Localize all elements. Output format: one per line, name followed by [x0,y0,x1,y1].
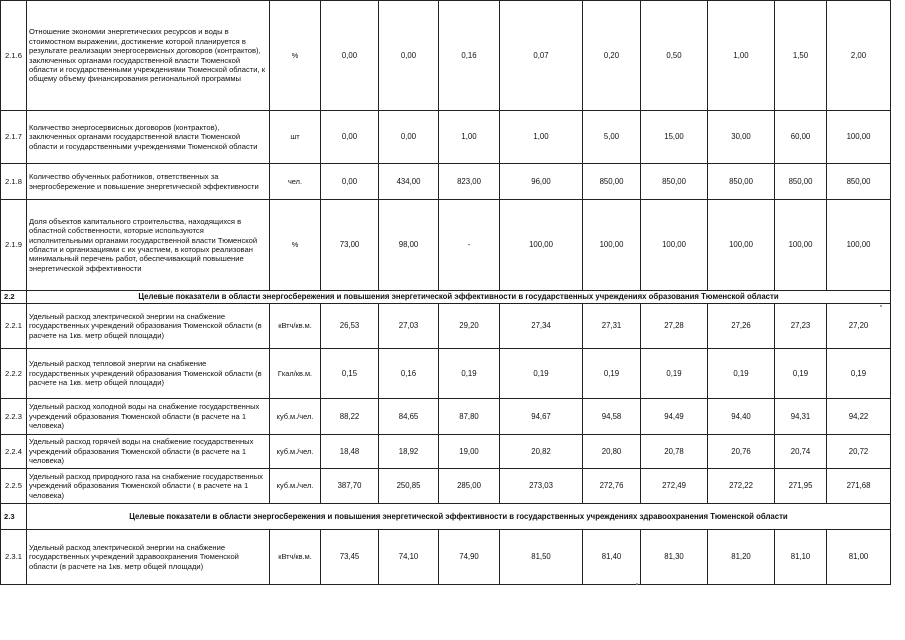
value-cell: 850,00 [708,164,775,200]
value-cell: 850,00 [775,164,827,200]
section-row [1,504,891,530]
value-cell: 18,92 [379,435,439,469]
indicator-name: Удельный расход холодной воды на снабжение государственных учреждений образования Тюменской области (в расчете на 1 человека) [27,399,270,435]
table-row [1,399,891,435]
value-cell: 73,00 [321,200,379,291]
value-cell: 29,20 [439,304,500,349]
value-cell: 94,22 [827,399,891,435]
value-cell: 1,00 [500,111,583,164]
value-cell: 100,00 [775,200,827,291]
indicator-name: Удельный расход горячей воды на снабжение государственных учреждений образования Тюменской области (в расчете на 1 человека) [27,435,270,469]
row-number: 2.2.5 [1,469,27,504]
value-cell: 100,00 [827,200,891,291]
value-cell: 850,00 [583,164,641,200]
value-cell: 2,00 [827,1,891,111]
value-cell: 272,22 [708,469,775,504]
value-cell: 30,00 [708,111,775,164]
value-cell: 285,00 [439,469,500,504]
value-cell: 850,00 [827,164,891,200]
table-row [1,435,891,469]
value-cell: 96,00 [500,164,583,200]
value-cell: 1,50 [775,1,827,111]
value-cell: 81,50 [500,530,583,585]
row-number: 2.2.2 [1,349,27,399]
value-cell: 0,50 [641,1,708,111]
value-cell: 20,72 [827,435,891,469]
indicator-name: Количество энергосервисных договоров (контрактов), заключенных органами государственной власти Тюменской области и государственными учреждениями Тюменской области [27,111,270,164]
scan-artifact [636,583,638,585]
indicator-name: Доля объектов капитального строительства, находящихся в областной собственности, которые используются исполнительными органами государственной власти Тюменской области и организациями с их участием, в которых реализован минимальный перечень работ, обеспечивающий повышение энергетической эффективности [27,200,270,291]
table-row [1,304,891,349]
value-cell: 0,19 [500,349,583,399]
value-cell: 1,00 [439,111,500,164]
value-cell: 94,67 [500,399,583,435]
value-cell: 26,53 [321,304,379,349]
value-cell: 88,22 [321,399,379,435]
value-cell: 271,68 [827,469,891,504]
indicator-name: Удельный расход электрической энергии на снабжение государственных учреждений здравоохранения Тюменской области (в расчете на 1кв. метр общей площади) [27,530,270,585]
section-number: 2.2 [1,291,27,304]
value-cell: 0,00 [379,111,439,164]
value-cell: 81,00 [827,530,891,585]
value-cell: 5,00 [583,111,641,164]
row-number: 2.1.9 [1,200,27,291]
scan-artifact [880,305,882,307]
section-title: Целевые показатели в области энергосбережения и повышения энергетической эффективности в государственных учреждениях здравоохранения Тюменской области [27,504,891,530]
unit-cell: куб.м./чел. [270,399,321,435]
value-cell: 100,00 [500,200,583,291]
value-cell: 81,40 [583,530,641,585]
value-cell: 0,20 [583,1,641,111]
unit-cell: кВтч/кв.м. [270,530,321,585]
row-number: 2.2.1 [1,304,27,349]
value-cell: 1,00 [708,1,775,111]
value-cell: 27,26 [708,304,775,349]
section-row [1,291,891,304]
value-cell: 15,00 [641,111,708,164]
value-cell: 60,00 [775,111,827,164]
value-cell: 74,90 [439,530,500,585]
table-row [1,349,891,399]
value-cell: 0,19 [641,349,708,399]
value-cell: 100,00 [583,200,641,291]
value-cell: 0,00 [321,1,379,111]
value-cell: 0,19 [827,349,891,399]
row-number: 2.2.4 [1,435,27,469]
value-cell: 0,19 [583,349,641,399]
section-number: 2.3 [1,504,27,530]
value-cell: 250,85 [379,469,439,504]
unit-cell: Гкал/кв.м. [270,349,321,399]
row-number: 2.3.1 [1,530,27,585]
value-cell: 0,16 [439,1,500,111]
unit-cell: чел. [270,164,321,200]
value-cell: 98,00 [379,200,439,291]
value-cell: 20,74 [775,435,827,469]
value-cell: 81,10 [775,530,827,585]
table-row [1,1,891,111]
unit-cell: куб.м./чел. [270,469,321,504]
value-cell: 0,00 [379,1,439,111]
table-row [1,469,891,504]
section-title: Целевые показатели в области энергосбережения и повышения энергетической эффективности в государственных учреждениях образования Тюменской области [27,291,891,304]
value-cell: 0,00 [321,111,379,164]
value-cell: 81,30 [641,530,708,585]
value-cell: 81,20 [708,530,775,585]
value-cell: 20,76 [708,435,775,469]
value-cell: 94,31 [775,399,827,435]
value-cell: 94,40 [708,399,775,435]
unit-cell: % [270,1,321,111]
value-cell: 73,45 [321,530,379,585]
value-cell: 0,00 [321,164,379,200]
value-cell: 84,65 [379,399,439,435]
indicator-name: Удельный расход тепловой энергии на снабжение государственных учреждений образования Тюменской области (в расчете на 1кв. метр общей площади) [27,349,270,399]
indicator-name: Удельный расход электрической энергии на снабжение государственных учреждений образования Тюменской области (в расчете на 1кв. метр общей площади) [27,304,270,349]
value-cell: 271,95 [775,469,827,504]
value-cell: 434,00 [379,164,439,200]
value-cell: 94,49 [641,399,708,435]
value-cell: 100,00 [827,111,891,164]
table-row [1,200,891,291]
value-cell: 27,20 [827,304,891,349]
value-cell: 27,03 [379,304,439,349]
row-number: 2.1.8 [1,164,27,200]
value-cell: 19,00 [439,435,500,469]
value-cell: 27,31 [583,304,641,349]
value-cell: 273,03 [500,469,583,504]
value-cell: 27,23 [775,304,827,349]
row-number: 2.2.3 [1,399,27,435]
value-cell: 272,49 [641,469,708,504]
value-cell: 850,00 [641,164,708,200]
value-cell: 18,48 [321,435,379,469]
value-cell: - [439,200,500,291]
row-number: 2.1.7 [1,111,27,164]
value-cell: 0,19 [439,349,500,399]
table-row [1,530,891,585]
value-cell: 0,07 [500,1,583,111]
value-cell: 0,15 [321,349,379,399]
value-cell: 74,10 [379,530,439,585]
value-cell: 100,00 [708,200,775,291]
indicator-name: Количество обученных работников, ответственных за энергосбережение и повышение энергетической эффективности [27,164,270,200]
table-row [1,111,891,164]
value-cell: 100,00 [641,200,708,291]
unit-cell: куб.м./чел. [270,435,321,469]
value-cell: 94,58 [583,399,641,435]
value-cell: 20,80 [583,435,641,469]
unit-cell: кВтч/кв.м. [270,304,321,349]
row-number: 2.1.6 [1,1,27,111]
value-cell: 272,76 [583,469,641,504]
value-cell: 0,19 [708,349,775,399]
value-cell: 20,82 [500,435,583,469]
value-cell: 823,00 [439,164,500,200]
indicator-name: Удельный расход природного газа на снабжение государственных учреждений образования Тюменской области ( в расчете на 1 человека) [27,469,270,504]
value-cell: 27,34 [500,304,583,349]
value-cell: 0,16 [379,349,439,399]
value-cell: 387,70 [321,469,379,504]
indicator-name: Отношение экономии энергетических ресурсов и воды в стоимостном выражении, достижение которой планируется в результате реализации энергосервисных договоров (контрактов), заключенных органами государственной власти Тюменской области и государственными учреждениями Тюменской области, к общему объему финансирования региональной программы [27,1,270,111]
value-cell: 87,80 [439,399,500,435]
value-cell: 0,19 [775,349,827,399]
unit-cell: % [270,200,321,291]
table-row [1,164,891,200]
value-cell: 27,28 [641,304,708,349]
value-cell: 20,78 [641,435,708,469]
unit-cell: шт [270,111,321,164]
